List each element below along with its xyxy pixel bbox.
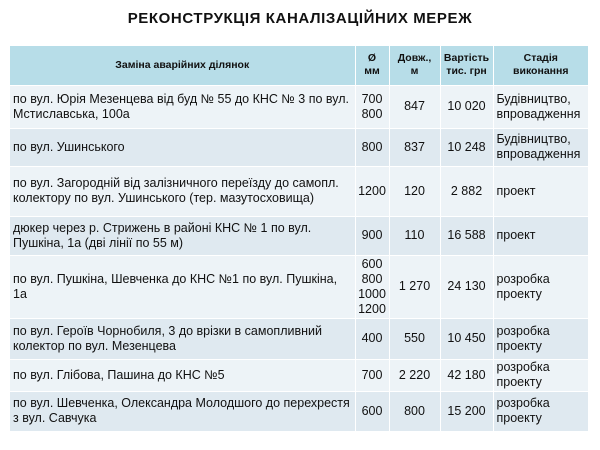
cell-stage: розробка проекту — [493, 391, 588, 431]
cell-cost: 2 882 — [440, 166, 493, 216]
table-row — [10, 166, 588, 216]
table-row — [10, 216, 588, 255]
cell-cost: 10 248 — [440, 128, 493, 166]
cell-stage: розробка проекту — [493, 318, 588, 359]
header-length: Довж., м — [389, 46, 440, 85]
cell-name: по вул. Загородній від залізничного переїзду до самопл. колектору по вул. Ушинського (тер. мазутосховища) — [10, 166, 355, 216]
cell-length: 800 — [389, 391, 440, 431]
cell-name: по вул. Глібова, Пашина до КНС №5 — [10, 359, 355, 391]
cell-name: по вул. Героїв Чорнобиля, 3 до врізки в самопливний колектор по вул. Мезенцева — [10, 318, 355, 359]
cell-stage: розробка проекту — [493, 255, 588, 318]
sewer-table — [10, 46, 588, 431]
cell-diameter: 600 800 1000 1200 — [355, 255, 389, 318]
header-cost: Вартість тис. грн — [440, 46, 493, 85]
cell-stage: розробка проекту — [493, 359, 588, 391]
cell-cost: 24 130 — [440, 255, 493, 318]
cell-cost: 10 020 — [440, 85, 493, 128]
cell-diameter: 900 — [355, 216, 389, 255]
cell-diameter: 1200 — [355, 166, 389, 216]
cell-length: 2 220 — [389, 359, 440, 391]
cell-length: 847 — [389, 85, 440, 128]
cell-cost: 42 180 — [440, 359, 493, 391]
cell-length: 110 — [389, 216, 440, 255]
cell-name: по вул. Пушкіна, Шевченка до КНС №1 по вул. Пушкіна, 1а — [10, 255, 355, 318]
cell-diameter: 400 — [355, 318, 389, 359]
cell-name: дюкер через р. Стрижень в районі КНС № 1 по вул. Пушкіна, 1а (дві лінії по 55 м) — [10, 216, 355, 255]
cell-cost: 10 450 — [440, 318, 493, 359]
table-row — [10, 391, 588, 431]
cell-cost: 16 588 — [440, 216, 493, 255]
header-name: Заміна аварійних ділянок — [10, 46, 355, 85]
cell-length: 550 — [389, 318, 440, 359]
cell-stage: проект — [493, 166, 588, 216]
table-row — [10, 318, 588, 359]
table-row — [10, 128, 588, 166]
table-row — [10, 359, 588, 391]
page-title: РЕКОНСТРУКЦІЯ КАНАЛІЗАЦІЙНИХ МЕРЕЖ — [127, 10, 473, 27]
cell-length: 837 — [389, 128, 440, 166]
header-stage: Стадія виконання — [493, 46, 588, 85]
cell-stage: проект — [493, 216, 588, 255]
cell-length: 1 270 — [389, 255, 440, 318]
cell-length: 120 — [389, 166, 440, 216]
cell-diameter: 800 — [355, 128, 389, 166]
cell-name: по вул. Шевченка, Олександра Молодшого до перехрестя з вул. Савчука — [10, 391, 355, 431]
cell-diameter: 700 800 — [355, 85, 389, 128]
cell-cost: 15 200 — [440, 391, 493, 431]
header-diameter: Ø мм — [355, 46, 389, 85]
cell-stage: Будівництво, впровадження — [493, 128, 588, 166]
cell-diameter: 700 — [355, 359, 389, 391]
cell-stage: Будівництво, впровадження — [493, 85, 588, 128]
header-row — [10, 46, 588, 85]
cell-name: по вул. Ушинського — [10, 128, 355, 166]
table-row — [10, 85, 588, 128]
table-row — [10, 255, 588, 318]
cell-name: по вул. Юрія Мезенцева від буд № 55 до КНС № 3 по вул. Мстиславська, 100а — [10, 85, 355, 128]
cell-diameter: 600 — [355, 391, 389, 431]
